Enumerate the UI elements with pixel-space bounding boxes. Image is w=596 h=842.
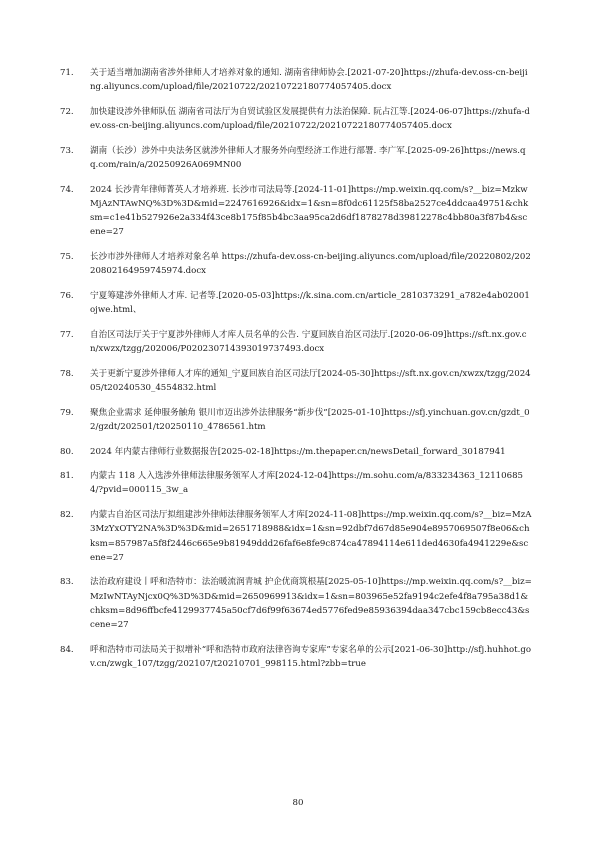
reference-text: 关于更新宁夏涉外律师人才库的通知_宁夏回族自治区司法厅[2024-05-30]https://sft.nx.gov.cn/xwzx/tzgg/202405/t20240530_4554832.html — [90, 368, 531, 393]
reference-item — [60, 406, 532, 434]
reference-list — [60, 66, 532, 682]
reference-number: 71. — [60, 68, 74, 78]
reference-item — [60, 508, 532, 565]
reference-item — [60, 105, 532, 133]
reference-text: 2024 年内蒙古律师行业数据报告[2025-02-18]https://m.thepaper.cn/newsDetail_forward_30187941 — [90, 446, 506, 457]
reference-number: 76. — [60, 290, 74, 301]
reference-number: 73. — [60, 145, 74, 156]
page-number: 80 — [292, 798, 304, 808]
reference-number: 78. — [60, 368, 74, 379]
reference-number: 79. — [60, 407, 74, 418]
reference-text: 内蒙古自治区司法厅拟组建涉外律师法律服务领军人才库[2024-11-08]https://mp.weixin.qq.com/s?__biz=MzA3MzYxOTY2NA%3D%3D&mid=2651718988&idx=1&sn=92dbf7d67d85e904e8957069507f8e06&chksm=857987a5f8f2446c665e9b81949ddd26faf6e8fe9c874ca47894114e611ded4630fa4941229e&scene=27 — [90, 510, 532, 563]
reference-text: 法治政府建设丨呼和浩特市：法治暖流润青城 护企优商筑根基[2025-05-10]https://mp.weixin.qq.com/s?__biz=MzIwNTAyNjcx0Q%3D%3D&mid=2650969913&idx=1&sn=803965e52fa9194c2efe4f8a795a38d1&chksm=8d96ffbcfe4129937745a50cf7d6f99f63674ed5776fed9e85936394daa347cbc159cb8ecc43&scene=27 — [90, 577, 532, 631]
reference-text: 自治区司法厅关于宁夏涉外律师人才库人员名单的公告. 宁夏回族自治区司法厅.[2020-06-09]https://sft.nx.gov.cn/xwzx/tzgg/202006/P020230714393019737493.docx — [90, 329, 527, 355]
reference-number: 77. — [60, 329, 74, 340]
reference-text: 加快建设涉外律师队伍 湖南省司法厅为自贸试验区发展提供有力法治保障. 阮占江等.[2024-06-07]https://zhufa-dev.oss-cn-beijing.aliyuncs.com/upload/file/20210722/20210722180774057405.docx — [90, 106, 530, 132]
reference-text: 湖南（长沙）涉外中央法务区就涉外律师人才服务外向型经济工作进行部署. 李广军.[2025-09-26]https://news.qq.com/rain/a/20250926A069MN00 — [90, 145, 526, 171]
reference-item — [60, 250, 532, 278]
reference-number: 72. — [60, 106, 74, 117]
reference-item — [60, 66, 532, 94]
reference-text: 内蒙古 118 人入选涉外律师法律服务领军人才库[2024-12-04]https://m.sohu.com/a/833234363_121106854/?pvid=000115_3w_a — [90, 471, 524, 496]
reference-number: 82. — [60, 510, 74, 521]
reference-number: 75. — [60, 252, 74, 263]
reference-text: 关于适当增加湖南省涉外律师人才培养对象的通知. 湖南省律师协会.[2021-07-20]https://zhufa-dev.oss-cn-beijing.aliyuncs.com/upload/file/20210722/20210722180774057405.docx — [90, 68, 528, 93]
reference-text: 长沙市涉外律师人才培养对象名单 https://zhufa-dev.oss-cn-beijing.aliyuncs.com/upload/file/20220802/20220802164959745974.docx — [90, 252, 531, 277]
reference-item — [60, 469, 532, 497]
reference-item — [60, 643, 532, 671]
reference-item — [60, 367, 532, 395]
reference-item — [60, 328, 532, 356]
reference-text: 2024 长沙青年律师菁英人才培养班. 长沙市司法局等.[2024-11-01]https://mp.weixin.qq.com/s?__biz=MzkwMjAzNTAwNQ%3D%3D&mid=2247616926&idx=1&sn=8f0dc61125f58ba2527ce4ddcaa49751&chksm=c1e41b527926e2a334f43ce8b175f85b4bc3aa95ca2d6df1878278d39812278c4bb80a3f87b4&scene=27 — [90, 184, 529, 238]
reference-item — [60, 575, 532, 632]
reference-text: 聚焦企业需求 延伸服务触角 银川市迈出涉外法律服务“新步伐”[2025-01-10]https://sfj.yinchuan.gov.cn/gzdt_02/gzdt/202501/t20250110_4786561.htm — [90, 407, 530, 432]
reference-number: 80. — [60, 446, 74, 457]
reference-item — [60, 183, 532, 240]
reference-number: 84. — [60, 644, 74, 655]
reference-number: 81. — [60, 471, 74, 482]
reference-item — [60, 445, 532, 459]
reference-text: 呼和浩特市司法局关于拟增补“呼和浩特市政府法律咨询专家库”专家名单的公示[2021-06-30]http://sfj.huhhot.gov.cn/zwgk_107/tzgg/202107/t20210701_998115.html?zbb=true — [90, 644, 532, 669]
reference-text: 宁夏筹建涉外律师人才库. 记者等.[2020-05-03]https://k.sina.com.cn/article_2810373291_a782e4ab02001ojwe.html、 — [90, 290, 530, 316]
reference-item — [60, 289, 532, 317]
reference-number: 83. — [60, 577, 74, 588]
reference-item — [60, 144, 532, 172]
reference-number: 74. — [60, 184, 74, 195]
